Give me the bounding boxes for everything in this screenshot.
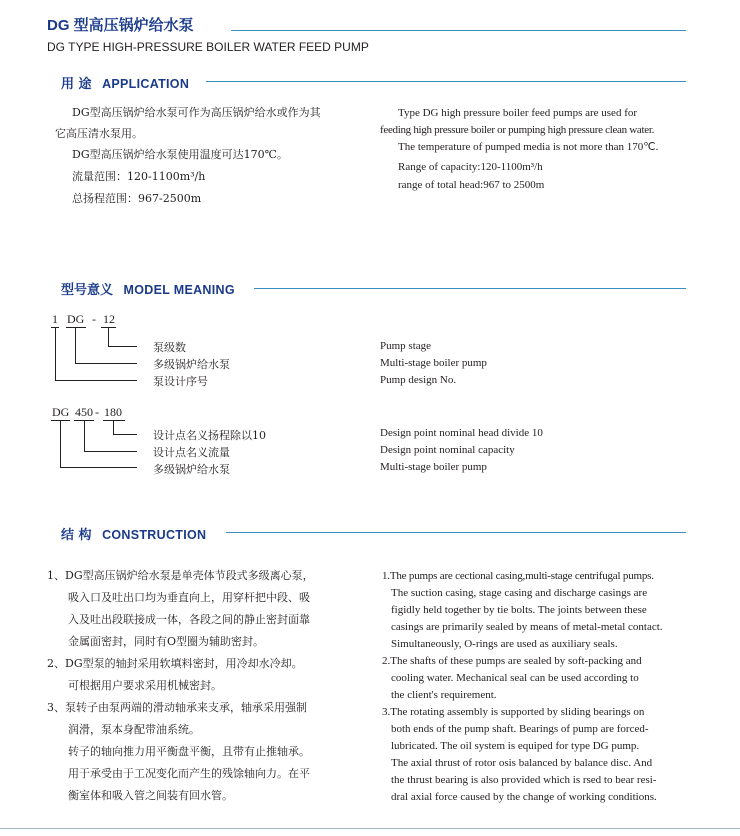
construction-divider	[226, 532, 686, 533]
code-1-type-arm	[75, 363, 137, 364]
code-2-underline-head	[103, 420, 125, 421]
page-subtitle: DG TYPE HIGH-PRESSURE BOILER WATER FEED PUMP	[47, 40, 369, 54]
model-heading-en: MODEL MEANING	[123, 283, 235, 297]
model-code-1-prefix: 1	[52, 312, 58, 326]
model-2-label-cn-head: 设计点名义扬程除以10	[153, 429, 266, 442]
model-2-label-en-type: Multi-stage boiler pump	[380, 461, 487, 473]
construction-cn-line-4: 金属面密封，同时有O型圈为辅助密封。	[68, 635, 265, 648]
page-title: DG 型高压锅炉给水泵	[47, 17, 194, 34]
construction-cn-line-3: 入及吐出段联接成一体，各段之间的静止密封面靠	[68, 613, 310, 626]
construction-cn-line-7: 3、泵转子由泵两端的滑动轴承来支承，轴承采用强制	[47, 701, 307, 714]
construction-en-line-9: 3.The rotating assembly is supported by sliding bearings on	[382, 706, 645, 718]
construction-en-line-14: dral axial force caused by the change of working conditions.	[391, 791, 657, 803]
application-heading-en: APPLICATION	[102, 77, 190, 91]
application-cn-line-5: 总扬程范围：967-2500m	[72, 192, 202, 205]
construction-en-line-6: 2.The shafts of these pumps are sealed by soft-packing and	[382, 655, 642, 667]
model-1-label-en-stage: Pump stage	[380, 340, 432, 352]
construction-en-line-3: figidly held together by tie bolts. The joints between these	[391, 604, 647, 616]
code-2-type-arm	[60, 467, 137, 468]
model-2-label-cn-capacity: 设计点名义流量	[153, 446, 230, 459]
model-2-label-cn-type: 多级锅炉给水泵	[153, 463, 230, 476]
construction-cn-line-1: 1、DG型高压锅炉给水泵是单壳体节段式多级离心泵，	[47, 569, 314, 582]
model-code-1-dash: -	[92, 312, 96, 326]
application-en-line-5: range of total head:967 to 2500m	[398, 179, 545, 191]
model-2-label-en-head: Design point nominal head divide 10	[380, 427, 543, 439]
application-cn-line-4: 流量范围：120-1100m³/h	[72, 170, 206, 183]
model-1-label-cn-type: 多级锅炉给水泵	[153, 358, 230, 371]
code-2-capacity-arm	[84, 451, 137, 452]
construction-heading-cn: 结 构	[61, 528, 92, 543]
code-2-head-leader	[113, 420, 114, 434]
code-1-underline-type	[66, 327, 86, 328]
construction-en-line-8: the client's requirement.	[391, 689, 497, 701]
model-code-1-stage: 12	[103, 312, 115, 326]
application-cn-line-1: DG型高压锅炉给水泵可作为高压锅炉给水或作为其	[72, 106, 321, 119]
application-divider	[206, 81, 686, 82]
model-2-label-en-capacity: Design point nominal capacity	[380, 444, 515, 456]
model-divider	[254, 288, 686, 289]
construction-en-line-12: The axial thrust of rotor osis balanced by balance disc. And	[391, 757, 653, 769]
application-en-line-1: Type DG high pressure boiler feed pumps are used for	[398, 107, 638, 119]
application-cn-line-2: 它高压清水泵用。	[55, 127, 143, 140]
construction-en-line-4: casings are primarily sealed by means of metal-metal contact.	[391, 621, 663, 633]
code-1-stage-leader	[108, 327, 109, 346]
application-en-line-4: Range of capacity:120-1100m³/h	[398, 161, 543, 173]
title-divider	[231, 30, 686, 31]
construction-en-line-10: both ends of the pump shaft. Bearings of pump are forced-	[391, 723, 649, 735]
model-1-label-en-type: Multi-stage boiler pump	[380, 357, 487, 369]
model-code-2-dash: -	[95, 405, 99, 419]
model-code-2-type: DG	[52, 405, 70, 419]
application-cn-line-3: DG型高压锅炉给水泵使用温度可达170℃。	[72, 148, 288, 161]
construction-en-line-13: the thrust bearing is also provided which is rsed to bear resi-	[391, 774, 657, 786]
model-heading	[61, 279, 235, 298]
code-1-stage-arm	[108, 346, 137, 347]
model-1-label-cn-stage: 泵级数	[153, 341, 186, 354]
model-code-2-head: 180	[104, 405, 122, 419]
application-heading-cn: 用 途	[61, 77, 92, 92]
construction-en-line-2: The suction casing, stage casing and discharge casings are	[391, 587, 648, 599]
model-1-label-en-design: Pump design No.	[380, 374, 457, 386]
code-1-type-leader	[75, 327, 76, 363]
application-heading	[61, 73, 189, 92]
model-code-2-capacity: 450	[75, 405, 93, 419]
application-en-line-2: feeding high pressure boiler or pumping high pressure clean water.	[380, 124, 655, 136]
application-en-line-3: The temperature of pumped media is not more than 170℃.	[398, 141, 659, 153]
code-1-prefix-leader	[55, 327, 56, 380]
construction-heading	[61, 524, 206, 543]
construction-cn-line-5: 2、DG型泵的轴封采用软填料密封，用冷却水冷却。	[47, 657, 303, 670]
construction-cn-line-6: 可根据用户要求采用机械密封。	[68, 679, 222, 692]
construction-cn-line-8: 润滑，泵本身配带油系统。	[68, 723, 200, 736]
model-1-label-cn-design: 泵设计序号	[153, 375, 208, 388]
construction-cn-line-9: 转子的轴向推力用平衡盘平衡，且带有止推轴承。	[68, 745, 310, 758]
construction-cn-line-10: 用于承受由于工况变化而产生的残馀轴向力。在平	[68, 767, 310, 780]
code-2-capacity-leader	[84, 420, 85, 451]
code-1-prefix-arm	[55, 380, 137, 381]
construction-en-line-1: 1.The pumps are cectional casing,multi-stage centrifugal pumps.	[382, 570, 654, 582]
code-2-head-arm	[113, 434, 137, 435]
construction-heading-en: CONSTRUCTION	[102, 528, 207, 542]
model-code-1-type: DG	[67, 312, 85, 326]
construction-en-line-7: cooling water. Mechanical seal can be used according to	[391, 672, 639, 684]
model-heading-cn: 型号意义	[61, 283, 114, 298]
construction-en-line-11: lubricated. The oil system is equiped for type DG pump.	[391, 740, 640, 752]
code-2-type-leader	[60, 420, 61, 467]
page-bottom-rule	[0, 828, 740, 829]
construction-cn-line-11: 衡室体和吸入管之间装有回水管。	[68, 789, 233, 802]
construction-en-line-5: Simultaneously, O-rings are used as auxiliary seals.	[391, 638, 618, 650]
construction-cn-line-2: 吸入口及吐出口均为垂直向上，用穿杆把中段、吸	[68, 591, 310, 604]
